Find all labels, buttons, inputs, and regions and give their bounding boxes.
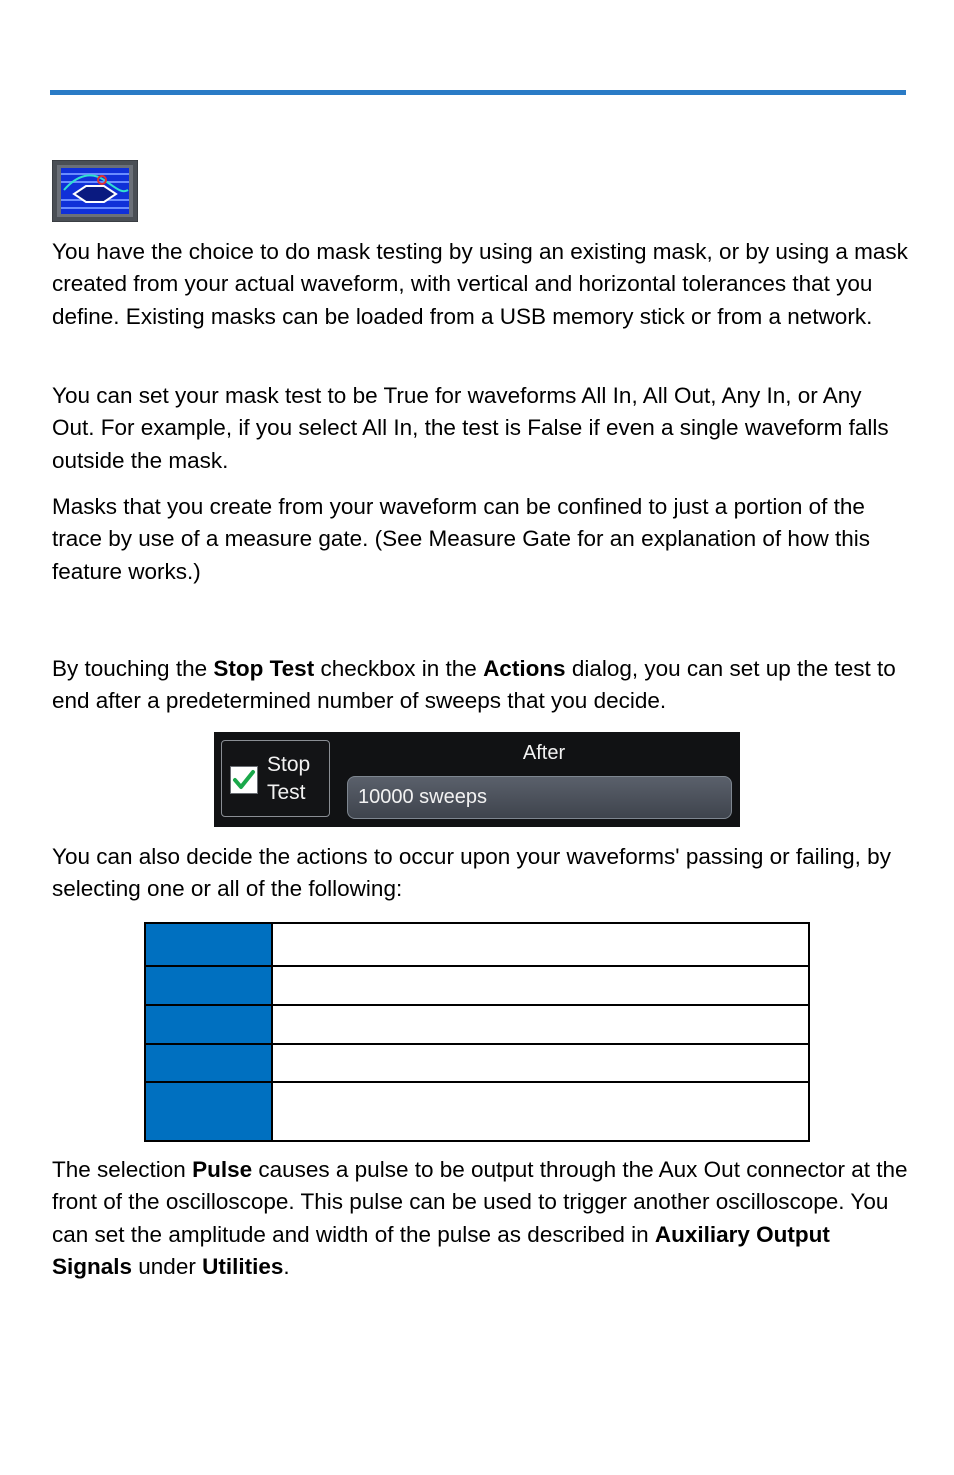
stop-test-paragraph: [52, 653, 908, 718]
stop-test-label: Stop Test: [267, 753, 311, 804]
table-value-cell: [273, 1083, 808, 1140]
table-value-cell: [273, 967, 808, 1004]
stop-test-toggle[interactable]: [221, 740, 330, 817]
bold-run: Pulse: [192, 1157, 253, 1182]
text-run: By touching the: [52, 656, 214, 681]
actions-table: [144, 922, 810, 1142]
text-run: checkbox in the: [314, 656, 484, 681]
measure-gate-paragraph: Masks that you create from your waveform can be confined to just a portion of the trace by use of a measure gate. (See Measure Gate for an explanation of how this feature works.): [52, 494, 870, 584]
bold-run: Auxiliary Output Signals: [52, 1221, 830, 1279]
sweeps-input[interactable]: 10000 sweeps: [347, 776, 732, 819]
intro-paragraph: You have the choice to do mask testing by using an existing mask, or by using a mask created from your actual waveform, with vertical and horizontal tolerances that you define. Existing masks can be loaded from a USB memory stick or from a network.: [52, 239, 908, 329]
table-row: [146, 1043, 808, 1081]
pulse-paragraph: [52, 1154, 908, 1283]
text-run: under: [132, 1253, 203, 1279]
bold-run: Actions: [483, 656, 566, 681]
bold-run: Stop Test: [213, 656, 315, 681]
text-run: .: [283, 1253, 290, 1279]
table-row: [146, 1081, 808, 1140]
table-row: [146, 924, 808, 965]
after-label: After: [522, 742, 566, 764]
table-value-cell: [273, 924, 808, 965]
table-value-cell: [273, 1006, 808, 1043]
mask-test-icon[interactable]: [52, 160, 138, 222]
table-value-cell: [273, 1045, 808, 1081]
bold-run: Utilities: [202, 1253, 284, 1279]
test-conditions-paragraph: You can set your mask test to be True for waveforms All In, All Out, Any In, or Any Out. For example, if you select All In, the test is False if even a single waveform falls outside the mask.: [52, 383, 889, 473]
table-row: [146, 965, 808, 1004]
table-row: [146, 1004, 808, 1043]
table-key-cell: [146, 924, 273, 965]
stop-test-widget: [214, 732, 740, 827]
text-run: dialog, you can set up the test to end after a predetermined number of sweeps that you decide.: [52, 656, 896, 714]
table-key-cell: [146, 967, 273, 1004]
text-run: The selection: [52, 1157, 193, 1182]
table-key-cell: [146, 1045, 273, 1081]
header-rule: [50, 90, 906, 95]
actions-paragraph: You can also decide the actions to occur upon your waveforms' passing or failing, by selecting one or all of the following:: [52, 844, 891, 902]
table-key-cell: [146, 1083, 273, 1140]
stop-test-checkbox[interactable]: [230, 766, 258, 794]
checkmark-icon: [231, 767, 257, 793]
text-run: causes a pulse to be output through the Aux Out connector at the front of the oscilloscope. This pulse can be used to trigger another oscilloscope. You can set the amplitude and width of the pulse as described in: [52, 1157, 908, 1247]
table-key-cell: [146, 1006, 273, 1043]
